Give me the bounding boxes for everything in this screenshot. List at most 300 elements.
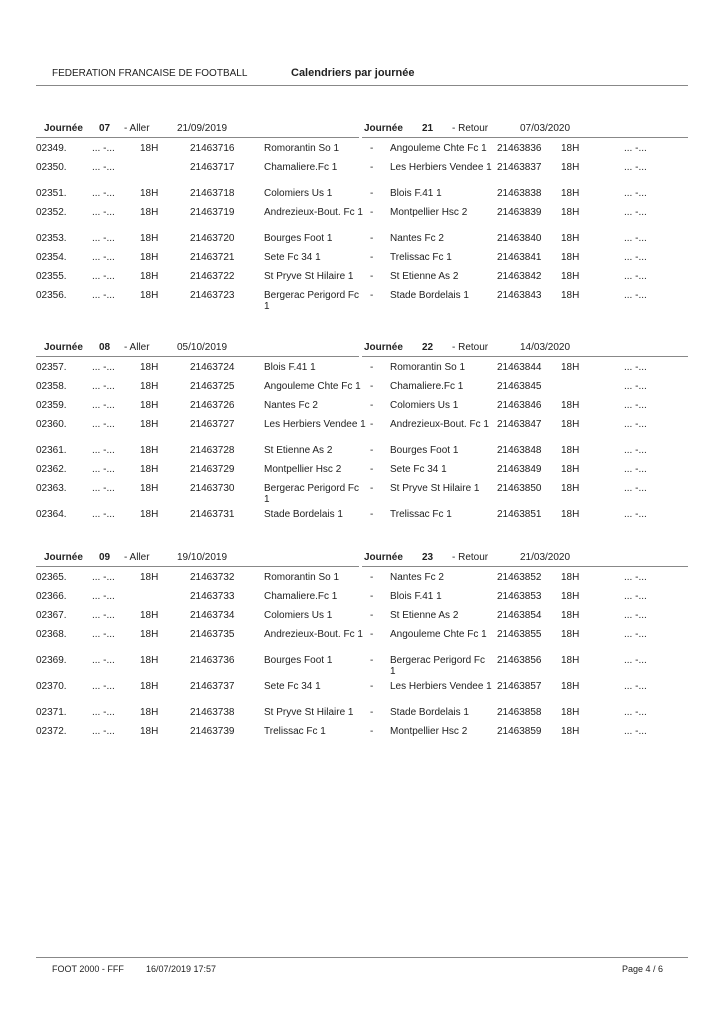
return-time-placeholder: ... -... (624, 591, 647, 602)
time-placeholder: ... -... (92, 362, 115, 373)
time-placeholder: ... -... (92, 655, 115, 666)
return-kickoff-time: 18H (561, 271, 580, 282)
journee-header (0, 339, 724, 359)
return-time-placeholder: ... -... (624, 233, 647, 244)
return-time-placeholder: ... -... (624, 419, 647, 430)
return-kickoff-time: 18H (561, 188, 580, 199)
table-row (0, 678, 724, 704)
away-team: Les Herbiers Vendee 1 (390, 162, 492, 173)
journee-label: Journée (44, 123, 83, 134)
time-placeholder: ... -... (92, 445, 115, 456)
return-time-placeholder: ... -... (624, 445, 647, 456)
time-placeholder: ... -... (92, 707, 115, 718)
kickoff-time: 18H (140, 188, 159, 199)
table-row (0, 249, 724, 268)
away-team: Nantes Fc 2 (390, 233, 444, 244)
time-placeholder: ... -... (92, 290, 115, 301)
home-team: St Pryve St Hilaire 1 (264, 707, 354, 718)
return-match-id: 21463838 (497, 188, 542, 199)
return-kickoff-time: 18H (561, 572, 580, 583)
vs-separator: - (370, 445, 374, 456)
table-row (0, 506, 724, 525)
home-team: Stade Bordelais 1 (264, 509, 343, 520)
kickoff-time: 18H (140, 655, 159, 666)
time-placeholder: ... -... (92, 207, 115, 218)
vs-separator: - (370, 509, 374, 520)
away-team: Romorantin So 1 (390, 362, 466, 373)
home-team: Chamaliere.Fc 1 (264, 591, 338, 602)
journee-label: Journée (364, 342, 403, 353)
away-team: Bourges Foot 1 (390, 445, 459, 456)
match-number: 02369. (36, 655, 67, 666)
journee-date: 21/03/2020 (520, 552, 571, 563)
away-team: Stade Bordelais 1 (390, 707, 469, 718)
vs-separator: - (370, 271, 374, 282)
header-underline (36, 566, 359, 567)
return-kickoff-time: 18H (561, 162, 580, 173)
journee-header (0, 549, 724, 569)
return-match-id: 21463859 (497, 726, 542, 737)
match-id: 21463723 (190, 290, 235, 301)
kickoff-time: 18H (140, 400, 159, 411)
return-match-id: 21463837 (497, 162, 542, 173)
return-kickoff-time: 18H (561, 290, 580, 301)
vs-separator: - (370, 400, 374, 411)
return-time-placeholder: ... -... (624, 572, 647, 583)
kickoff-time: 18H (140, 252, 159, 263)
return-kickoff-time: 18H (561, 509, 580, 520)
journee-date: 14/03/2020 (520, 342, 571, 353)
return-time-placeholder: ... -... (624, 188, 647, 199)
match-id: 21463720 (190, 233, 235, 244)
header-underline (362, 137, 688, 138)
return-kickoff-time: 18H (561, 400, 580, 411)
return-match-id: 21463854 (497, 610, 542, 621)
time-placeholder: ... -... (92, 252, 115, 263)
home-team: Colomiers Us 1 (264, 188, 333, 199)
match-id: 21463736 (190, 655, 235, 666)
match-number: 02352. (36, 207, 67, 218)
return-match-id: 21463844 (497, 362, 542, 373)
time-placeholder: ... -... (92, 483, 115, 494)
match-id: 21463717 (190, 162, 235, 173)
kickoff-time: 18H (140, 726, 159, 737)
return-kickoff-time: 18H (561, 207, 580, 218)
kickoff-time: 18H (140, 207, 159, 218)
away-team: Montpellier Hsc 2 (390, 726, 468, 737)
journee-number: 08 (99, 342, 111, 353)
match-id: 21463722 (190, 271, 235, 282)
away-team: St Pryve St Hilaire 1 (390, 483, 480, 494)
return-time-placeholder: ... -... (624, 726, 647, 737)
kickoff-time: 18H (140, 233, 159, 244)
return-time-placeholder: ... -... (624, 362, 647, 373)
return-time-placeholder: ... -... (624, 707, 647, 718)
home-team: Bourges Foot 1 (264, 655, 333, 666)
return-match-id: 21463841 (497, 252, 542, 263)
journee-date: 05/10/2019 (177, 342, 228, 353)
table-row (0, 461, 724, 480)
return-match-id: 21463853 (497, 591, 542, 602)
header-underline (362, 356, 688, 357)
away-team: Andrezieux-Bout. Fc 1 (390, 419, 489, 430)
match-id: 21463729 (190, 464, 235, 475)
time-placeholder: ... -... (92, 419, 115, 430)
home-team: St Pryve St Hilaire 1 (264, 271, 354, 282)
home-team: Bergerac Perigord Fc 1 (264, 290, 360, 312)
header-underline (362, 566, 688, 567)
away-team: Colomiers Us 1 (390, 400, 459, 411)
journee-date: 19/10/2019 (177, 552, 228, 563)
away-team: Blois F.41 1 (390, 591, 442, 602)
vs-separator: - (370, 483, 374, 494)
match-number: 02371. (36, 707, 67, 718)
kickoff-time: 18H (140, 445, 159, 456)
kickoff-time: 18H (140, 464, 159, 475)
away-team: Stade Bordelais 1 (390, 290, 469, 301)
match-number: 02361. (36, 445, 67, 456)
match-id: 21463732 (190, 572, 235, 583)
return-kickoff-time: 18H (561, 726, 580, 737)
match-number: 02367. (36, 610, 67, 621)
table-row (0, 723, 724, 742)
match-number: 02351. (36, 188, 67, 199)
away-team: Angouleme Chte Fc 1 (390, 629, 487, 640)
return-match-id: 21463848 (497, 445, 542, 456)
away-team: St Etienne As 2 (390, 610, 459, 621)
journee-label: Journée (44, 552, 83, 563)
away-team: Bergerac Perigord Fc 1 (390, 655, 486, 677)
kickoff-time: 18H (140, 572, 159, 583)
kickoff-time: 18H (140, 290, 159, 301)
vs-separator: - (370, 143, 374, 154)
journee-number: 09 (99, 552, 111, 563)
return-time-placeholder: ... -... (624, 143, 647, 154)
journee-type: - Aller (124, 342, 150, 353)
home-team: Bergerac Perigord Fc 1 (264, 483, 360, 505)
match-id: 21463724 (190, 362, 235, 373)
home-team: Montpellier Hsc 2 (264, 464, 342, 475)
return-match-id: 21463852 (497, 572, 542, 583)
return-time-placeholder: ... -... (624, 464, 647, 475)
vs-separator: - (370, 572, 374, 583)
away-team: St Etienne As 2 (390, 271, 459, 282)
return-kickoff-time: 18H (561, 483, 580, 494)
time-placeholder: ... -... (92, 271, 115, 282)
home-team: Andrezieux-Bout. Fc 1 (264, 629, 363, 640)
time-placeholder: ... -... (92, 681, 115, 692)
journee-label: Journée (44, 342, 83, 353)
footer-software: FOOT 2000 - FFF (52, 964, 124, 974)
footer-datetime: 16/07/2019 17:57 (146, 964, 217, 974)
match-number: 02353. (36, 233, 67, 244)
return-kickoff-time: 18H (561, 252, 580, 263)
header-divider (36, 85, 688, 86)
journee-section (0, 339, 724, 525)
return-match-id: 21463857 (497, 681, 542, 692)
footer-divider (36, 957, 688, 958)
match-id: 21463730 (190, 483, 235, 494)
return-time-placeholder: ... -... (624, 509, 647, 520)
home-team: Angouleme Chte Fc 1 (264, 381, 361, 392)
time-placeholder: ... -... (92, 629, 115, 640)
return-match-id: 21463851 (497, 509, 542, 520)
away-team: Les Herbiers Vendee 1 (390, 681, 492, 692)
journee-header (0, 120, 724, 140)
return-match-id: 21463858 (497, 707, 542, 718)
match-id: 21463719 (190, 207, 235, 218)
return-kickoff-time: 18H (561, 707, 580, 718)
vs-separator: - (370, 419, 374, 430)
return-match-id: 21463855 (497, 629, 542, 640)
away-team: Sete Fc 34 1 (390, 464, 447, 475)
match-id: 21463734 (190, 610, 235, 621)
home-team: Bourges Foot 1 (264, 233, 333, 244)
return-kickoff-time: 18H (561, 445, 580, 456)
return-time-placeholder: ... -... (624, 252, 647, 263)
vs-separator: - (370, 290, 374, 301)
match-number: 02370. (36, 681, 67, 692)
return-time-placeholder: ... -... (624, 681, 647, 692)
vs-separator: - (370, 707, 374, 718)
vs-separator: - (370, 681, 374, 692)
vs-separator: - (370, 629, 374, 640)
table-row (0, 185, 724, 204)
table-row (0, 652, 724, 678)
return-match-id: 21463849 (497, 464, 542, 475)
match-number: 02362. (36, 464, 67, 475)
vs-separator: - (370, 655, 374, 666)
time-placeholder: ... -... (92, 162, 115, 173)
match-id: 21463716 (190, 143, 235, 154)
return-time-placeholder: ... -... (624, 400, 647, 411)
time-placeholder: ... -... (92, 726, 115, 737)
table-row (0, 442, 724, 461)
return-time-placeholder: ... -... (624, 629, 647, 640)
header-underline (36, 137, 359, 138)
journee-number: 22 (422, 342, 434, 353)
kickoff-time: 18H (140, 381, 159, 392)
table-row (0, 569, 724, 588)
match-id: 21463731 (190, 509, 235, 520)
time-placeholder: ... -... (92, 381, 115, 392)
away-team: Nantes Fc 2 (390, 572, 444, 583)
match-id: 21463738 (190, 707, 235, 718)
return-time-placeholder: ... -... (624, 290, 647, 301)
kickoff-time: 18H (140, 509, 159, 520)
journee-section (0, 120, 724, 313)
return-time-placeholder: ... -... (624, 271, 647, 282)
return-kickoff-time: 18H (561, 655, 580, 666)
table-row (0, 204, 724, 230)
vs-separator: - (370, 162, 374, 173)
kickoff-time: 18H (140, 419, 159, 430)
home-team: Blois F.41 1 (264, 362, 316, 373)
vs-separator: - (370, 362, 374, 373)
match-number: 02368. (36, 629, 67, 640)
return-match-id: 21463846 (497, 400, 542, 411)
table-row (0, 704, 724, 723)
time-placeholder: ... -... (92, 464, 115, 475)
time-placeholder: ... -... (92, 143, 115, 154)
vs-separator: - (370, 591, 374, 602)
match-number: 02354. (36, 252, 67, 263)
return-match-id: 21463845 (497, 381, 542, 392)
table-row (0, 140, 724, 159)
return-kickoff-time: 18H (561, 419, 580, 430)
match-number: 02359. (36, 400, 67, 411)
home-team: Andrezieux-Bout. Fc 1 (264, 207, 363, 218)
kickoff-time: 18H (140, 271, 159, 282)
return-time-placeholder: ... -... (624, 207, 647, 218)
match-number: 02349. (36, 143, 67, 154)
match-number: 02356. (36, 290, 67, 301)
time-placeholder: ... -... (92, 188, 115, 199)
journee-type: - Retour (452, 552, 489, 563)
page-title: Calendriers par journée (291, 67, 415, 79)
home-team: Nantes Fc 2 (264, 400, 318, 411)
return-kickoff-time: 18H (561, 143, 580, 154)
return-match-id: 21463856 (497, 655, 542, 666)
match-id: 21463735 (190, 629, 235, 640)
time-placeholder: ... -... (92, 509, 115, 520)
journee-date: 21/09/2019 (177, 123, 228, 134)
match-number: 02366. (36, 591, 67, 602)
home-team: St Etienne As 2 (264, 445, 333, 456)
table-row (0, 378, 724, 397)
table-row (0, 607, 724, 626)
match-number: 02357. (36, 362, 67, 373)
journee-label: Journée (364, 552, 403, 563)
journee-section (0, 549, 724, 742)
time-placeholder: ... -... (92, 233, 115, 244)
table-row (0, 416, 724, 442)
match-number: 02350. (36, 162, 67, 173)
match-id: 21463733 (190, 591, 235, 602)
match-number: 02365. (36, 572, 67, 583)
journee-number: 21 (422, 123, 434, 134)
match-id: 21463726 (190, 400, 235, 411)
journee-number: 23 (422, 552, 434, 563)
match-number: 02372. (36, 726, 67, 737)
vs-separator: - (370, 207, 374, 218)
away-team: Blois F.41 1 (390, 188, 442, 199)
kickoff-time: 18H (140, 629, 159, 640)
match-id: 21463737 (190, 681, 235, 692)
return-kickoff-time: 18H (561, 681, 580, 692)
return-time-placeholder: ... -... (624, 610, 647, 621)
vs-separator: - (370, 381, 374, 392)
vs-separator: - (370, 252, 374, 263)
home-team: Trelissac Fc 1 (264, 726, 326, 737)
kickoff-time: 18H (140, 610, 159, 621)
match-number: 02355. (36, 271, 67, 282)
home-team: Colomiers Us 1 (264, 610, 333, 621)
journee-type: - Retour (452, 123, 489, 134)
time-placeholder: ... -... (92, 591, 115, 602)
table-row (0, 159, 724, 185)
match-number: 02358. (36, 381, 67, 392)
home-team: Sete Fc 34 1 (264, 252, 321, 263)
vs-separator: - (370, 726, 374, 737)
home-team: Chamaliere.Fc 1 (264, 162, 338, 173)
away-team: Trelissac Fc 1 (390, 509, 452, 520)
match-id: 21463725 (190, 381, 235, 392)
kickoff-time: 18H (140, 681, 159, 692)
home-team: Les Herbiers Vendee 1 (264, 419, 366, 430)
table-row (0, 480, 724, 506)
journee-date: 07/03/2020 (520, 123, 571, 134)
match-number: 02360. (36, 419, 67, 430)
return-match-id: 21463847 (497, 419, 542, 430)
kickoff-time: 18H (140, 483, 159, 494)
return-match-id: 21463842 (497, 271, 542, 282)
away-team: Angouleme Chte Fc 1 (390, 143, 487, 154)
kickoff-time: 18H (140, 362, 159, 373)
vs-separator: - (370, 233, 374, 244)
table-row (0, 359, 724, 378)
return-match-id: 21463839 (497, 207, 542, 218)
home-team: Romorantin So 1 (264, 572, 340, 583)
table-row (0, 268, 724, 287)
time-placeholder: ... -... (92, 610, 115, 621)
table-row (0, 397, 724, 416)
away-team: Chamaliere.Fc 1 (390, 381, 464, 392)
home-team: Romorantin So 1 (264, 143, 340, 154)
match-id: 21463728 (190, 445, 235, 456)
footer-page-number: Page 4 / 6 (621, 964, 663, 974)
return-kickoff-time: 18H (561, 464, 580, 475)
kickoff-time: 18H (140, 707, 159, 718)
return-match-id: 21463843 (497, 290, 542, 301)
match-number: 02364. (36, 509, 67, 520)
return-match-id: 21463850 (497, 483, 542, 494)
return-match-id: 21463840 (497, 233, 542, 244)
match-id: 21463727 (190, 419, 235, 430)
return-time-placeholder: ... -... (624, 483, 647, 494)
vs-separator: - (370, 464, 374, 475)
return-kickoff-time: 18H (561, 629, 580, 640)
journee-label: Journée (364, 123, 403, 134)
return-match-id: 21463836 (497, 143, 542, 154)
vs-separator: - (370, 188, 374, 199)
home-team: Sete Fc 34 1 (264, 681, 321, 692)
time-placeholder: ... -... (92, 572, 115, 583)
return-kickoff-time: 18H (561, 591, 580, 602)
match-number: 02363. (36, 483, 67, 494)
return-time-placeholder: ... -... (624, 162, 647, 173)
federation-name: FEDERATION FRANCAISE DE FOOTBALL (52, 68, 248, 79)
return-kickoff-time: 18H (561, 362, 580, 373)
away-team: Trelissac Fc 1 (390, 252, 452, 263)
table-row (0, 588, 724, 607)
match-id: 21463721 (190, 252, 235, 263)
match-id: 21463718 (190, 188, 235, 199)
journee-type: - Aller (124, 552, 150, 563)
table-row (0, 626, 724, 652)
table-row (0, 287, 724, 313)
away-team: Montpellier Hsc 2 (390, 207, 468, 218)
return-kickoff-time: 18H (561, 233, 580, 244)
return-kickoff-time: 18H (561, 610, 580, 621)
journee-number: 07 (99, 123, 111, 134)
kickoff-time: 18H (140, 143, 159, 154)
journee-type: - Retour (452, 342, 489, 353)
return-time-placeholder: ... -... (624, 381, 647, 392)
journee-type: - Aller (124, 123, 150, 134)
vs-separator: - (370, 610, 374, 621)
header-underline (36, 356, 359, 357)
